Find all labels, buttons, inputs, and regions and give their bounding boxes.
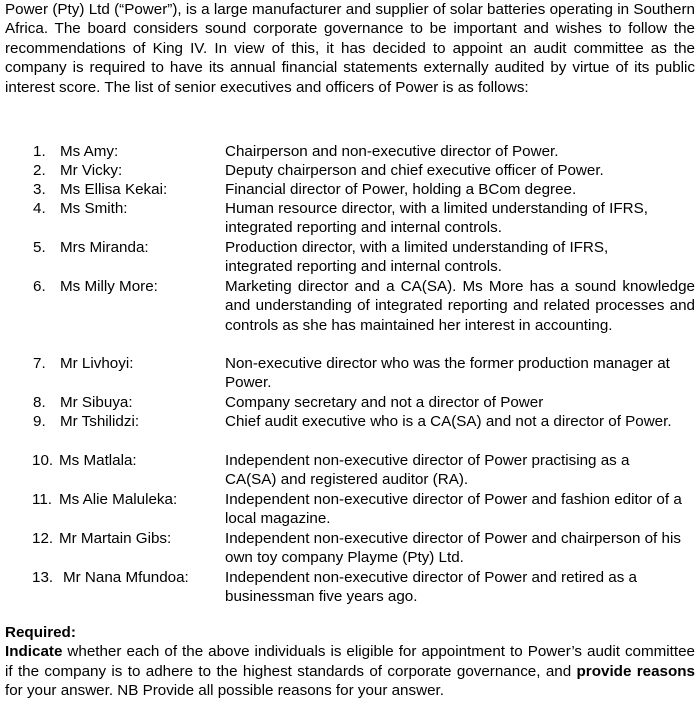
person-description: Deputy chairperson and chief executive officer of Power. <box>225 162 604 179</box>
person-name: Ms Milly More: <box>60 278 158 295</box>
person-description: Independent non-executive director of Power and fashion editor of a local magazine. <box>225 491 682 528</box>
item-number: 13. <box>32 569 54 586</box>
person-name: Ms Smith: <box>60 200 128 217</box>
person-name: Mr Sibuya: <box>60 394 133 411</box>
item-number: 12. <box>32 530 54 547</box>
person-description: Independent non-executive director of Power practising as a CA(SA) and registered auditor (RA). <box>225 452 630 489</box>
required-section <box>5 623 695 701</box>
person-name: Ms Amy: <box>60 143 119 160</box>
required-heading: Required: <box>5 624 76 641</box>
person-name: Mr Livhoyi: <box>60 355 134 372</box>
item-number: 9. <box>33 413 46 430</box>
person-description: Company secretary and not a director of Power <box>225 394 544 411</box>
item-number: 10. <box>32 452 54 469</box>
person-description: Chairperson and non-executive director of Power. <box>225 143 559 160</box>
person-name: Ms Matlala: <box>59 452 137 469</box>
indicate-keyword: Indicate <box>5 643 63 661</box>
item-number: 7. <box>33 355 46 372</box>
item-number: 8. <box>33 394 46 411</box>
instruction-text-2: for your answer. NB Provide all possible reasons for your answer. <box>5 682 444 700</box>
item-number: 1. <box>33 143 46 160</box>
instruction-text-1: whether each of the above individuals is eligible for appointment to Power’s audit committee if the company is to adhere to the highest standards of corporate governance, and <box>5 643 695 680</box>
item-number: 5. <box>33 239 46 256</box>
person-name: Mr Martain Gibs: <box>59 530 172 547</box>
person-description: Chief audit executive who is a CA(SA) and not a director of Power. <box>225 413 672 430</box>
person-name: Mrs Miranda: <box>60 239 149 256</box>
person-name: Mr Tshilidzi: <box>60 413 140 430</box>
person-description: Independent non-executive director of Power and chairperson of his own toy company Playme (Pty) Ltd. <box>225 530 681 567</box>
person-name: Ms Alie Maluleka: <box>59 491 178 508</box>
person-name: Ms Ellisa Kekai: <box>60 181 168 198</box>
person-name: Mr Nana Mfundoa: <box>63 569 189 586</box>
item-number: 11. <box>32 491 52 508</box>
required-instruction <box>5 642 695 700</box>
person-description: Financial director of Power, holding a BCom degree. <box>225 181 577 198</box>
item-number: 3. <box>33 181 46 198</box>
person-description: Human resource director, with a limited understanding of IFRS, integrated reporting and internal controls. <box>225 200 648 237</box>
intro-paragraph: Power (Pty) Ltd (“Power”), is a large manufacturer and supplier of solar batteries operating in Southern Africa. The board considers sound corporate governance to be important and wishes to follow the recommendations of King IV. In view of this, it has decided to appoint an audit committee as the company is required to have its annual financial statements externally audited by virtue of its public interest score. The list of senior executives and officers of Power is as follows: <box>5 1 695 96</box>
person-description: Marketing director and a CA(SA). Ms More has a sound knowledge and understanding of integrated reporting and related processes and controls as she has maintained her interest in accounting. <box>225 278 695 334</box>
provide-reasons-keyword: provide reasons <box>576 662 695 680</box>
item-number: 6. <box>33 278 46 295</box>
item-number: 2. <box>33 162 46 179</box>
item-number: 4. <box>33 200 46 217</box>
person-description: Independent non-executive director of Power and retired as a businessman five years ago. <box>225 569 638 606</box>
person-description: Non-executive director who was the former production manager at Power. <box>225 355 670 392</box>
person-description: Production director, with a limited understanding of IFRS, integrated reporting and internal controls. <box>225 239 609 276</box>
person-name: Mr Vicky: <box>60 162 123 179</box>
